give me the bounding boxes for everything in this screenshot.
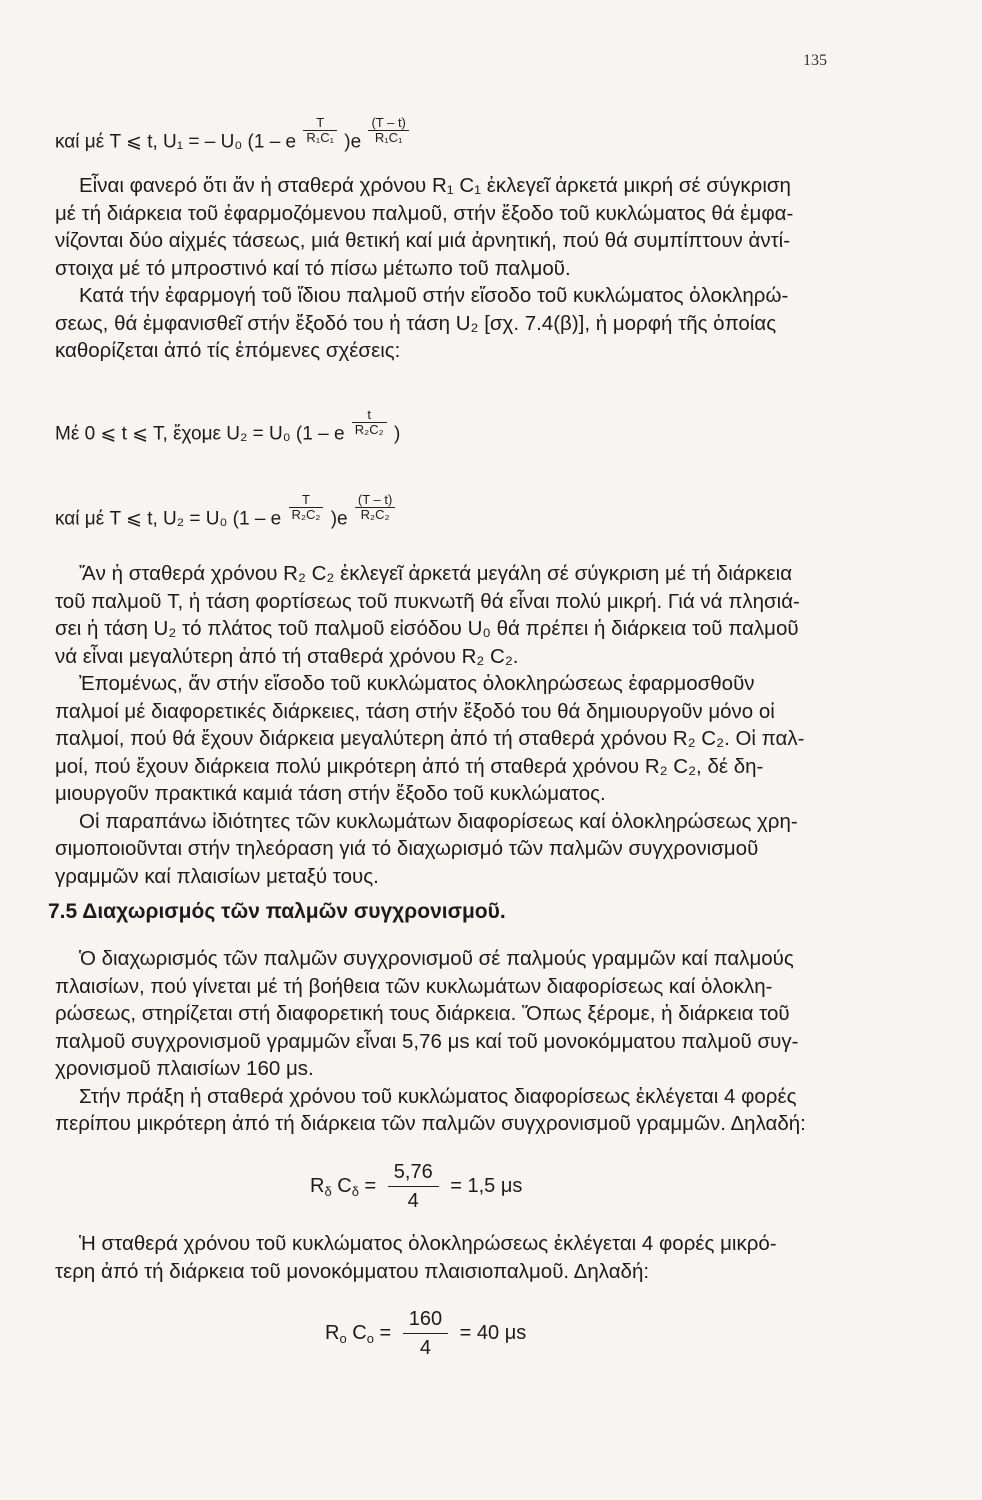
paragraph-1: Εἶναι φανερό ὅτι ἄν ἡ σταθερά χρόνου R₁ C₁ ἐκλεγεῖ ἀρκετά μικρή σέ σύγκριση μέ τή διάρκεια τοῦ ἐφαρμοζόμενου παλμοῦ, στήν ἔξοδο τοῦ κυκλώματος θά ἐμφα- νίζονται δύο αἰχμές τάσεως, μιά θετική καί μιά ἀρνητική, πού θά συμπίπτουν ἀντί- στοιχα μέ τό μπροστινό καί τό πίσω μέτωπο τοῦ παλμοῦ. Κατά τήν ἐφαρμογή τοῦ ἴδιου παλμοῦ στήν εἴσοδο τοῦ κυκλώματος ὁλοκληρώ- σεως, θά ἐμφανισθεῖ στήν ἔξοδό του ἡ τάση U₂ [σχ. 7.4(β)], ἡ μορφή τῆς ὁποίας καθορίζεται ἀπό τίς ἑπόμενες σχέσεις: [55, 172, 855, 365]
formula-integrator-time-constant: $R_o$ $C_o$ = $\frac{160}{4}$ = 40 μs [325, 1305, 526, 1362]
paragraph-8: Ἡ σταθερά χρόνου τοῦ κυκλώματος ὁλοκληρώσεως ἐκλέγεται 4 φορές μικρό- τερη ἀπό τή διάρκεια τοῦ μονοκόμματου πλαισιοπαλμοῦ. Δηλαδή: [55, 1232, 777, 1283]
fraction: $\frac{5,76}{4}$ [388, 1158, 439, 1215]
section-heading: 7.5 Διαχωρισμός τῶν παλμῶν συγχρονισμοῦ. [48, 900, 506, 923]
formula-u1 [55, 115, 411, 157]
paragraph-7: Στήν πράξη ἡ σταθερά χρόνου τοῦ κυκλώματος διαφορίσεως ἐκλέγεται 4 φορές περίπου μικρότερη ἀπό τή διάρκεια τῶν παλμῶν συγχρονισμοῦ γραμμῶν. Δηλαδή: [55, 1084, 806, 1135]
formula-text: καί μέ T ⩽ t, U₁ = – U₀ (1 – e [55, 131, 297, 153]
paragraph-3: Ἄν ἡ σταθερά χρόνου R₂ C₂ ἐκλεγεῖ ἀρκετά μεγάλη σέ σύγκριση μέ τή διάρκεια τοῦ παλμοῦ T, ἡ τάση φορτίσεως τοῦ πυκνωτῆ θά εἶναι πολύ μικρή. Γιά νά πλησιά- σει ἡ τάση U₂ τό πλάτος τοῦ παλμοῦ εἰσόδου U₀ θά πρέπει ἡ διάρκεια τοῦ παλμοῦ νά εἶναι μεγαλύτερη ἀπό τή σταθερά χρόνου R₂ C₂. Ἐπομένως, ἄν στήν εἴσοδο τοῦ κυκλώματος ὁλοκληρώσεως ἐφαρμοσθοῦν παλμοί μέ διαφορετικές διάρκειες, τάση στήν ἔξοδό του θά δημιουργοῦν μόνο οἱ παλμοί, πού θά ἔχουν διάρκεια μεγαλύτερη ἀπό τή σταθερά χρόνου R₂ C₂. Οἱ παλ- μοί, πού ἔχουν διάρκεια πολύ μικρότερη ἀπό τή σταθερά χρόνου R₂ C₂, δέ δη- μιουργοῦν πρακτικά καμιά τάση στήν ἔξοδο τοῦ κυκλώματος. Οἱ παραπάνω ἰδιότητες τῶν κυκλωμάτων διαφορίσεως καί ὁλοκληρώσεως χρη- σιμοποιοῦνται στήν τηλεόραση γιά τό διαχωρισμό τῶν παλμῶν συγχρονισμοῦ γραμμῶν καί πλαισίων μεταξύ τους. [55, 560, 855, 890]
exponent-fraction: $\frac{(T - t)}{\text{R₂C₂}}$ [355, 493, 395, 522]
fraction: $\frac{160}{4}$ [403, 1305, 448, 1362]
page-number: 135 [803, 52, 827, 69]
exponent-fraction: $\frac{T}{\text{R₂C₂}}$ [289, 493, 324, 522]
formula-text: )e [344, 131, 362, 153]
exponent-fraction: $\frac{(T - t)}{\text{R₁C₁}}$ [368, 116, 408, 145]
paragraph-4: Ἐπομένως, ἄν στήν εἴσοδο τοῦ κυκλώματος ὁλοκληρώσεως ἐφαρμοσθοῦν παλμοί μέ διαφορετικές διάρκειες, τάση στήν ἔξοδό του θά δημιουργοῦν μόνο οἱ παλμοί, πού θά ἔχουν διάρκεια μεγαλύτερη ἀπό τή σταθερά χρόνου R₂ C₂. Οἱ παλ- μοί, πού ἔχουν διάρκεια πολύ μικρότερη ἀπό τή σταθερά χρόνου R₂ C₂, δέ δη- μιουργοῦν πρακτικά καμιά τάση στήν ἔξοδο τοῦ κυκλώματος. [55, 672, 805, 805]
formula-u2-discharge: καί μέ T ⩽ t, U₂ = U₀ (1 – e $\frac{T}{\text{R₂C₂}}$ )e $\frac{(T - t)}{\text{R₂C₂}}$ [55, 505, 397, 534]
paragraph-6: Ὁ διαχωρισμός τῶν παλμῶν συγχρονισμοῦ σέ παλμούς γραμμῶν καί παλμούς πλαισίων, πού γίνεται μέ τή βοήθεια τῶν κυκλωμάτων διαφορίσεως καί ὁλοκλη- ρώσεως, στηρίζεται στή διαφορετική τους διάρκεια. Ὅπως ξέρομε, ἡ διάρκεια τοῦ παλμοῦ συγχρονισμοῦ γραμμῶν εἶναι 5,76 μs καί τοῦ μονοκόμματου παλμοῦ συγ- χρονισμοῦ πλαισίων 160 μs. Στήν πράξη ἡ σταθερά χρόνου τοῦ κυκλώματος διαφορίσεως ἐκλέγεται 4 φορές περίπου μικρότερη ἀπό τή διάρκεια τῶν παλμῶν συγχρονισμοῦ γραμμῶν. Δηλαδή: [55, 945, 855, 1138]
exponent-fraction: $\frac{t}{\text{R₂C₂}}$ [352, 408, 387, 437]
formula-differentiator-time-constant: $R_\delta$ $C_\delta$ = $\frac{5,76}{4}$ = 1,5 μs [310, 1158, 522, 1215]
formula-u2-charge: Μέ 0 ⩽ t ⩽ T, ἔχομε U₂ = U₀ (1 – e $\frac{t}{\text{R₂C₂}}$ ) [55, 407, 401, 445]
paragraph-2: Κατά τήν ἐφαρμογή τοῦ ἴδιου παλμοῦ στήν εἴσοδο τοῦ κυκλώματος ὁλοκληρώ- σεως, θά ἐμφανισθεῖ στήν ἔξοδό του ἡ τάση U₂ [σχ. 7.4(β)], ἡ μορφή τῆς ὁποίας καθορίζεται ἀπό τίς ἑπόμενες σχέσεις: [55, 284, 789, 362]
exponent-fraction: $\frac{T}{\text{R₁C₁}}$ [303, 116, 337, 145]
paragraph-5: Οἱ παραπάνω ἰδιότητες τῶν κυκλωμάτων διαφορίσεως καί ὁλοκληρώσεως χρη- σιμοποιοῦνται στήν τηλεόραση γιά τό διαχωρισμό τῶν παλμῶν συγχρονισμοῦ γραμμῶν καί πλαισίων μεταξύ τους. [55, 809, 798, 888]
